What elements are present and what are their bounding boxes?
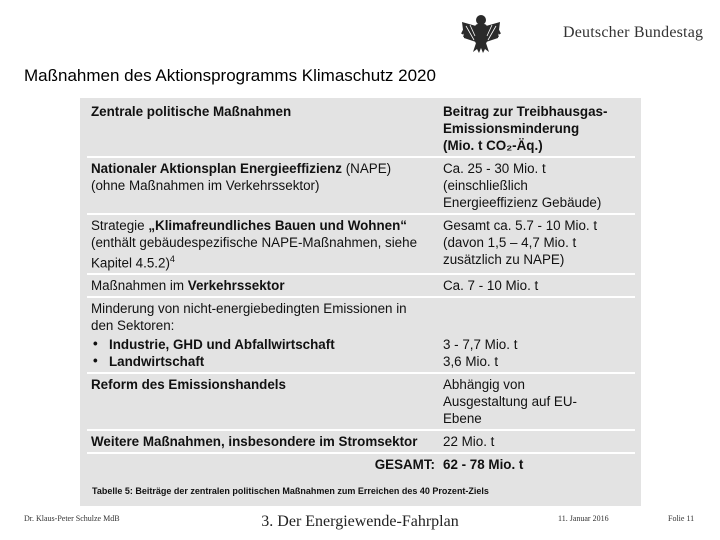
cell-contribution: 22 Mio. t [439,430,635,453]
bullet-icon: • [93,336,98,352]
measures-table-image [80,98,641,506]
footer-title: 3. Der Energiewende-Fahrplan [261,513,459,530]
table-total-row [87,453,635,475]
table-row-emissions-trading [87,373,635,430]
cell-contribution: 3 - 7,7 Mio. t 3,6 Mio. t [439,297,635,373]
table-row-nape [87,157,635,214]
cell-contribution: Abhängig von Ausgestaltung auf EU- Ebene [439,373,635,430]
table-row-building-strategy [87,214,635,274]
table-row-transport [87,274,635,297]
footer-date: 11. Januar 2016 [558,514,609,523]
federal-eagle-icon [458,12,504,54]
bullet-icon: • [93,353,98,369]
cell-contribution: Ca. 25 - 30 Mio. t (einschließlich Energieeffizienz Gebäude) [439,157,635,214]
header-contribution: Beitrag zur Treibhausgas- Emissionsminderung (Mio. t CO₂-Äq.) [439,101,635,157]
footer-author: Dr. Klaus-Peter Schulze MdB [24,514,120,523]
cell-measure: Weitere Maßnahmen, insbesondere im Stromsektor [87,430,439,453]
cell-measure: Strategie „Klimafreundliches Bauen und Wohnen“ (enthält gebäudespezifische NAPE-Maßnahmen, siehe Kapitel 4.5.2)$^4$ [87,214,439,274]
measures-table [87,101,635,475]
slide-title: Maßnahmen des Aktionsprogramms Klimaschutz 2020 [24,66,436,85]
footer-slide-number: Folie 11 [668,514,695,523]
table-row-power-sector [87,430,635,453]
cell-measure: Nationaler Aktionsplan Energieeffizienz (NAPE) (ohne Maßnahmen im Verkehrssektor) [87,157,439,214]
header-measures: Zentrale politische Maßnahmen [87,101,439,157]
table-caption: Tabelle 5: Beiträge der zentralen politischen Maßnahmen zum Erreichen des 40 Prozent-Ziels [92,486,489,496]
cell-contribution: Gesamt ca. 5.7 - 10 Mio. t (davon 1,5 – 4,7 Mio. t zusätzlich zu NAPE) [439,214,635,274]
table-header-row [87,101,635,157]
cell-measure: Minderung von nicht-energiebedingten Emissionen in den Sektoren: • Industrie, GHD und Abfallwirtschaft • Landwirtschaft [87,297,439,373]
total-value: 62 - 78 Mio. t [443,457,524,473]
cell-measure: Maßnahmen im Verkehrssektor [87,274,439,297]
table-row-non-energy [87,297,635,373]
brand-wordmark: Deutscher Bundestag [563,24,704,41]
total-label: GESAMT: [374,457,435,473]
cell-contribution: Ca. 7 - 10 Mio. t [439,274,635,297]
cell-measure: Reform des Emissionshandels [87,373,439,430]
